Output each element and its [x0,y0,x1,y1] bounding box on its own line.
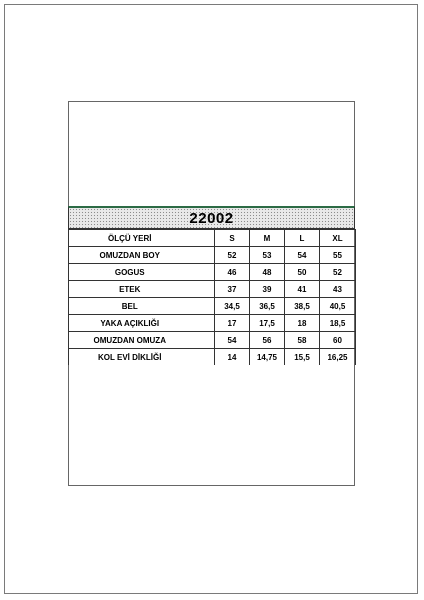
cell-value: 53 [250,247,285,264]
table-row [69,247,356,264]
table-row [69,332,356,349]
cell-value: 40,5 [320,298,356,315]
header-size-m: M [250,230,285,247]
cell-value: 14,75 [250,349,285,366]
cell-value: 55 [320,247,356,264]
row-label: ETEK [69,281,191,298]
row-spacer [191,349,215,366]
cell-value: 14 [215,349,250,366]
table-row [69,264,356,281]
cell-value: 34,5 [215,298,250,315]
cell-value: 18,5 [320,315,356,332]
cell-value: 36,5 [250,298,285,315]
row-spacer [191,315,215,332]
cell-value: 43 [320,281,356,298]
table-row [69,315,356,332]
cell-value: 37 [215,281,250,298]
product-code: 22002 [189,209,234,227]
table-row [69,281,356,298]
cell-value: 41 [285,281,320,298]
row-spacer [191,298,215,315]
cell-value: 18 [285,315,320,332]
row-spacer [191,332,215,349]
row-label: GOGUS [69,264,191,281]
cell-value: 56 [250,332,285,349]
cell-value: 54 [285,247,320,264]
cell-value: 52 [215,247,250,264]
cell-value: 58 [285,332,320,349]
cell-value: 50 [285,264,320,281]
size-table [68,229,356,365]
header-measure-label: ÖLÇÜ YERİ [69,230,191,247]
row-label: BEL [69,298,191,315]
row-label: OMUZDAN OMUZA [69,332,191,349]
row-label: YAKA AÇIKLIĞI [69,315,191,332]
row-spacer [191,281,215,298]
cell-value: 38,5 [285,298,320,315]
table-row [69,298,356,315]
product-code-banner [68,206,355,229]
cell-value: 46 [215,264,250,281]
header-size-s: S [215,230,250,247]
row-label: KOL EVİ DİKLİĞİ [69,349,191,366]
row-label: OMUZDAN BOY [69,247,191,264]
header-spacer [191,230,215,247]
table-row [69,349,356,366]
cell-value: 39 [250,281,285,298]
header-size-xl: XL [320,230,356,247]
cell-value: 15,5 [285,349,320,366]
row-spacer [191,247,215,264]
cell-value: 48 [250,264,285,281]
cell-value: 60 [320,332,356,349]
cell-value: 16,25 [320,349,356,366]
cell-value: 52 [320,264,356,281]
cell-value: 17 [215,315,250,332]
row-spacer [191,264,215,281]
header-size-l: L [285,230,320,247]
cell-value: 17,5 [250,315,285,332]
cell-value: 54 [215,332,250,349]
table-header-row [69,230,356,247]
